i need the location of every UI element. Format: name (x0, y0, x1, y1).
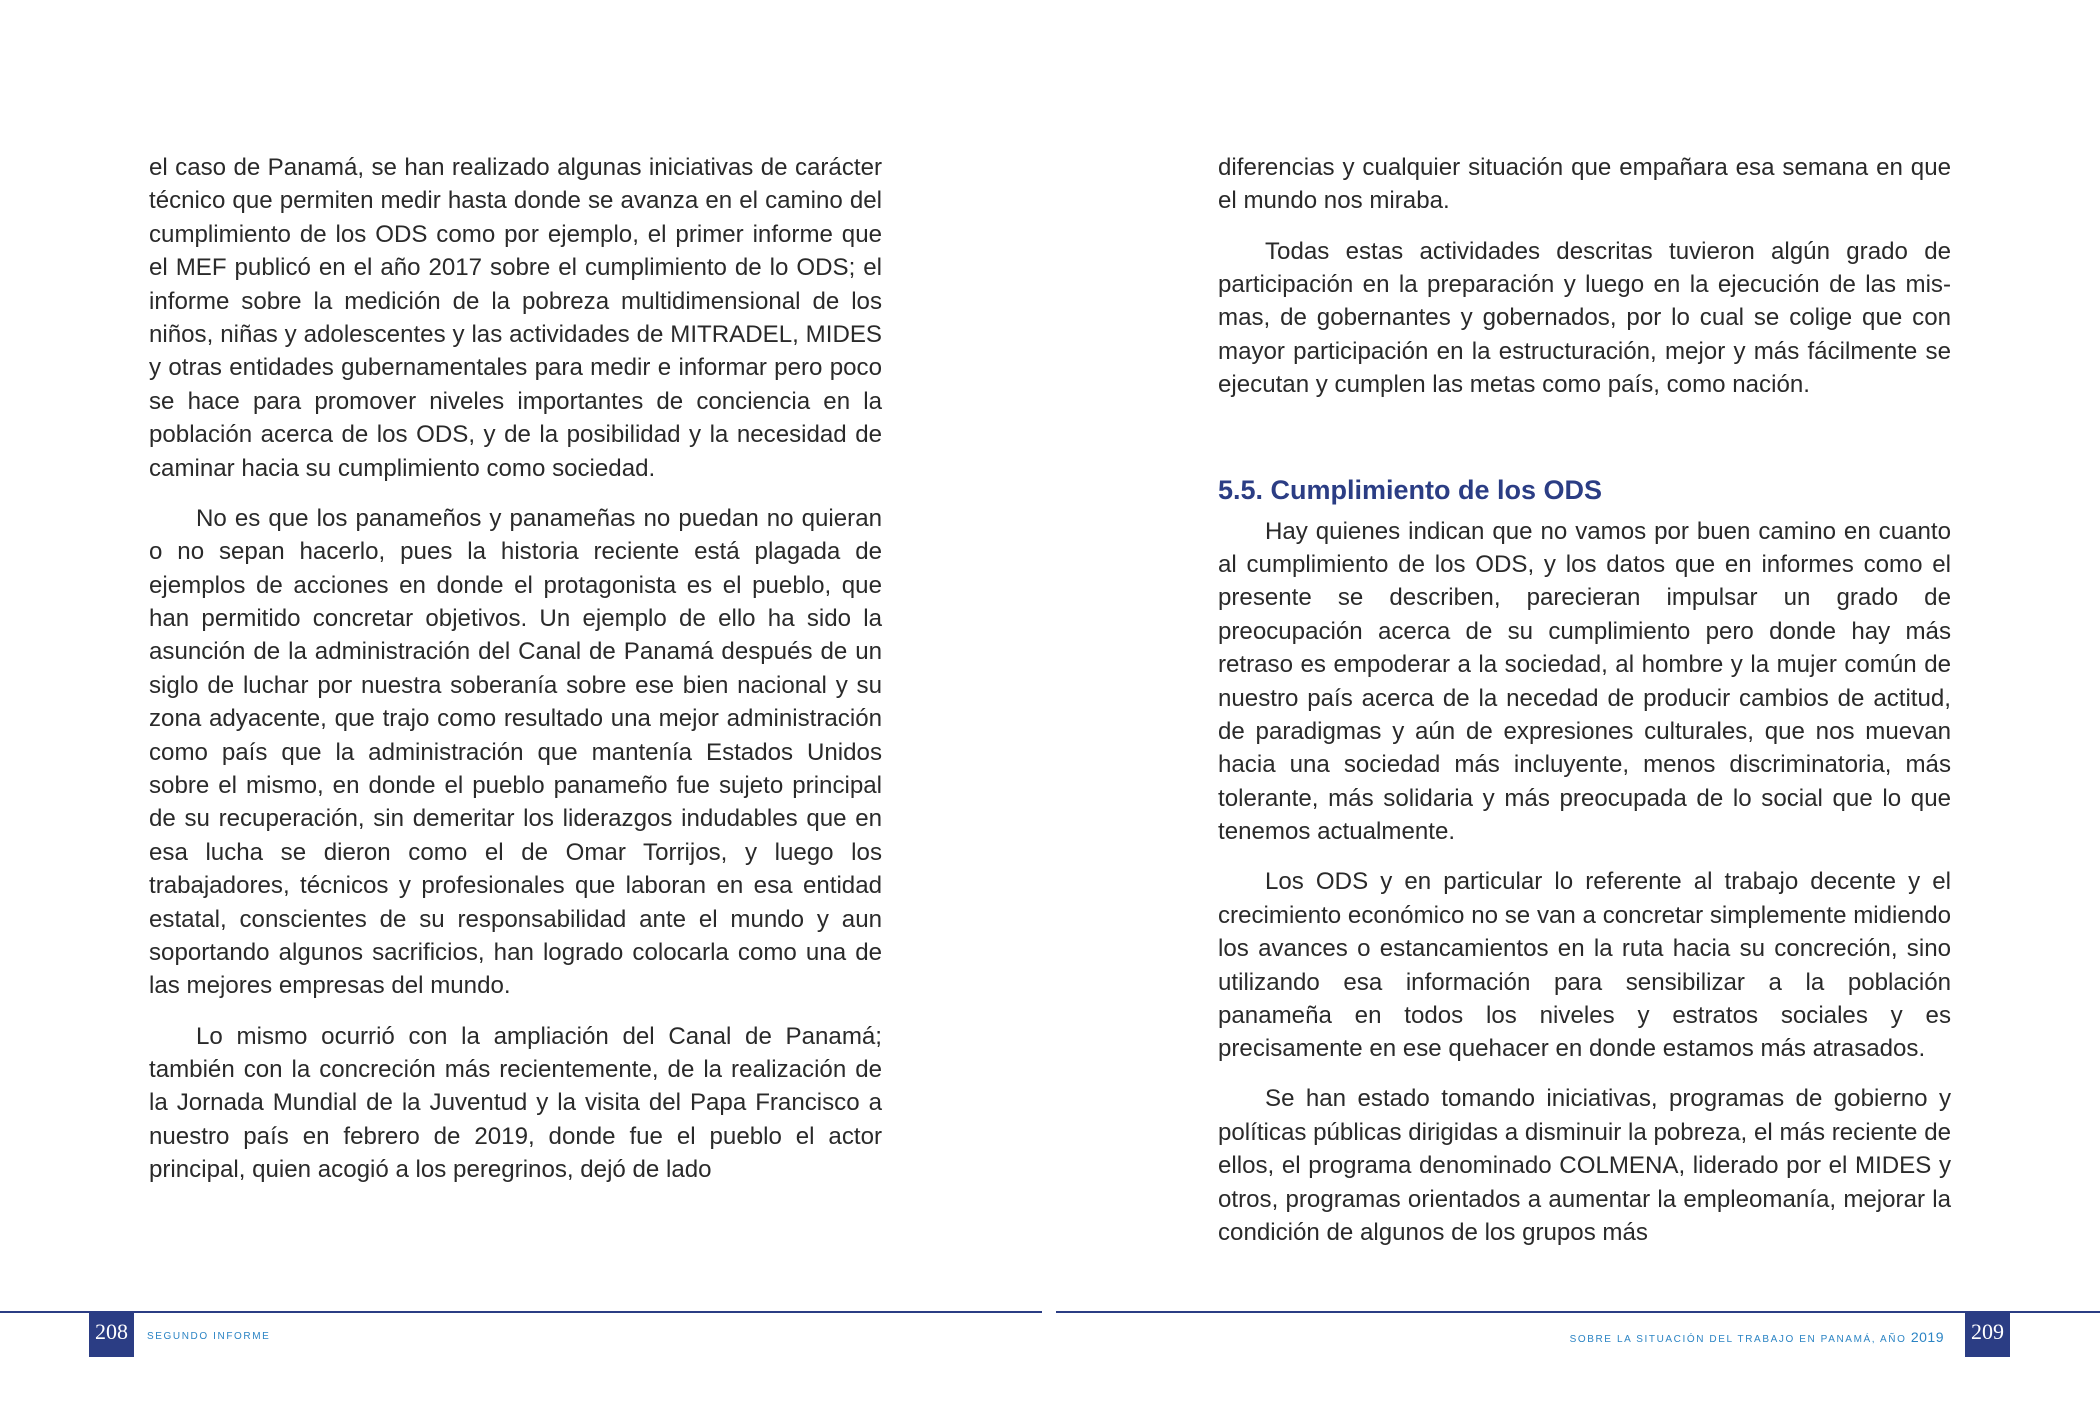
body-paragraph: Hay quienes indican que no vamos por buen camino en cuanto al cumplimiento de los ODS, y los datos que en informes como el presente se describen, parecieran impulsar un grado de preocupación acerca de su cumplimiento pero donde hay más retraso es empoderar a la sociedad, al hombre y la mujer común de nuestro país acerca de la necedad de producir cambios de actitud, de paradigmas y aún de expresiones culturales, que nos muevan hacia una sociedad más incluyente, menos discriminatoria, más tolerante, más solidaria y más preocupada de lo social que lo que tenemos actualmente. (1218, 517, 1951, 846)
footer-rule-right (1056, 1311, 2100, 1313)
footer-rule-left (0, 1311, 1042, 1313)
running-head-right-text: SOBRE LA SITUACIÓN DEL TRABAJO EN PANAMÁ, AÑO (1569, 1334, 1907, 1345)
body-paragraph: Se han estado tomando iniciativas, programas de gobierno y políticas públicas dirigidas a disminuir la pobreza, el más reciente de ellos, el programa denominado COLMENA, liderado por el MIDES y otros, programas orientados a aumentar la empleomanía, mejorar la condición de algunos de los grupos más (1218, 1085, 1951, 1247)
section-heading: 5.5. Cumplimiento de los ODS (1218, 474, 1603, 505)
body-paragraph: diferencias y cualquier situación que empañara esa semana en que el mundo nos miraba. (1218, 154, 1951, 215)
body-paragraph: Los ODS y en particular lo referente al trabajo decente y el crecimiento económico no se van a concretar simplemente midiendo los avances o estancamientos en la ruta hacia su concreción, sino utilizando esa información para sensibilizar a la población panameña en todos los niveles y estratos sociales y es precisamente en ese quehacer en donde estamos más atrasados. (1218, 868, 1951, 1063)
body-paragraph: Todas estas actividades descritas tuvieron algún grado de participación en la preparación y luego en la ejecución de las mismas, de gobernantes y gobernados, por lo cual se colige que con mayor participación en la estructuración, mejor y más fácilmente se ejecutan y cumplen las metas como país, como nación. (1218, 237, 1951, 399)
page-number-right: 209 (1965, 1312, 2010, 1357)
left-page-column (149, 151, 882, 1187)
body-paragraph: No es que los panameños y panameñas no puedan no quieran o no sepan hacerlo, pues la historia reciente está plagada de ejemplos de acciones en donde el protagonista es el pueblo, que han permitido concretar objetivos. Un ejemplo de ello ha sido la asunción de la administración del Canal de Panamá después de un siglo de luchar por nuestra soberanía sobre ese bien nacional y su zona adyacente, que trajo como resultado una mejor administración como país que la administración que mantenía Estados Unidos sobre el mismo, en donde el pueblo panameño fue sujeto principal de su recuperación, sin demeritar los liderazgos indudables que en esa lucha se dieron como el de Omar Torrijos, y luego los trabajadores, técnicos y profesionales que laboran en esa entidad estatal, conscientes de su responsabilidad ante el mundo y aun soportando algunos sacrificios, han logrado colocarla como una de las mejores empresas del mundo. (149, 504, 882, 1000)
running-head-left (147, 1331, 270, 1343)
right-page-column (1218, 151, 1951, 1249)
body-paragraph: el caso de Panamá, se han realizado algunas iniciativas de carácter técnico que permiten medir hasta donde se avanza en el camino del cumplimiento de los ODS como por ejemplo, el primer informe que el MEF publicó en el año 2017 sobre el cumplimiento de lo ODS; el informe sobre la medición de la pobreza multidimensional de los niños, niñas y adolescentes y las actividades de MITRADEL, MIDES y otras entidades gubernamentales para medir e informar pero poco se hace para promover niveles importantes de conciencia en la población acerca de los ODS, y de la posibilidad y la necesidad de caminar hacia su cumplimiento como sociedad. (149, 154, 882, 482)
running-head-right (1570, 1331, 1944, 1346)
page-number-left: 208 (89, 1312, 134, 1357)
body-paragraph: Lo mismo ocurrió con la ampliación del Canal de Panamá; también con la concreción más recientemente, de la realización de la Jornada Mundial de la Juventud y la visita del Papa Francisco a nuestro país en febrero de 2019, donde fue el pueblo el actor principal, quien acogió a los peregrinos, dejó de lado (149, 1022, 882, 1184)
running-head-year: 2019 (1910, 1329, 1944, 1345)
running-head-left-text: SEGUNDO INFORME (147, 1331, 271, 1342)
